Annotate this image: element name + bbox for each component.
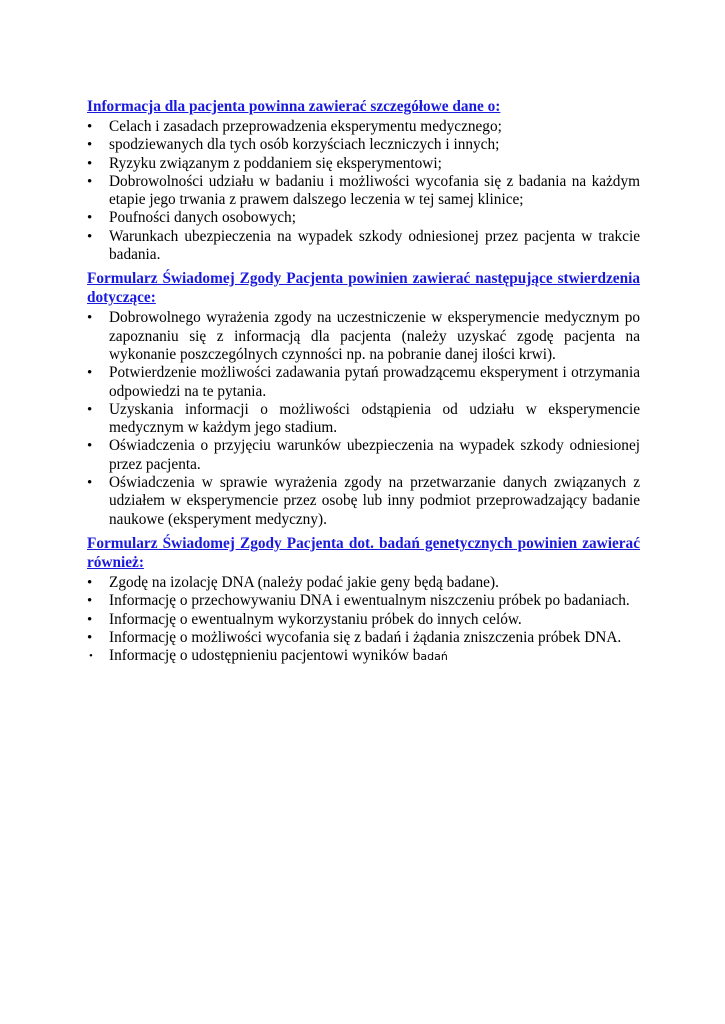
bullet-icon: •: [87, 611, 93, 628]
bullet-icon: •: [87, 365, 93, 382]
list-item: • Dobrowolności udziału w badaniu i możliwości wycofania się z badania na każdym etapie jego trwania z prawem dalszego leczenia w tej samej klinice;: [87, 172, 640, 209]
section-genetic-research-consent: [87, 534, 640, 666]
list-item: • spodziewanych dla tych osób korzyściach leczniczych i innych;: [87, 136, 500, 154]
section-heading: Informacja dla pacjenta powinna zawierać szczegółowe dane o:: [87, 98, 501, 115]
list-item: • Celach i zasadach przeprowadzenia eksperymentu medycznego;: [87, 118, 502, 135]
list-item: • Uzyskania informacji o możliwości odstąpienia od udziału w eksperymencie medycznym w każdym jego stadium.: [87, 400, 640, 437]
section-heading: Formularz Świadomej Zgody Pacjenta dot. badań genetycznych powinien zawierać również:: [87, 534, 640, 571]
list-item: • Dobrowolnego wyrażenia zgody na uczestniczenie w eksperymencie medycznym po zapoznaniu się z informacją dla pacjenta (należy uzyskać zgodę pacjenta na wykonanie poszczególnych czynności np. na pobranie danej ilości krwi).: [87, 309, 640, 363]
bullet-icon: •: [87, 119, 93, 135]
bullet-icon: •: [87, 310, 93, 327]
list-item: • Informację o ewentualnym wykorzystaniu próbek do innych celów.: [87, 610, 522, 628]
list-item: • Oświadczenia w sprawie wyrażenia zgody na przetwarzanie danych związanych z udziałem w eksperymencie przez osobę lub inny podmiot przeprowadzający badanie naukowe (eksperyment medyczny).: [87, 474, 640, 528]
bullet-list: [87, 574, 640, 666]
list-item: • Informację o możliwości wycofania się z badań i żądania zniszczenia próbek DNA.: [87, 628, 622, 646]
list-item: • Zgodę na izolację DNA (należy podać jakie geny będą badane).: [87, 573, 499, 591]
bullet-icon: •: [89, 650, 93, 663]
list-item: • Informację o udostępnieniu pacjentowi wyników badań: [89, 647, 448, 665]
list-item: • Informację o przechowywaniu DNA i ewentualnym niszczeniu próbek po badaniach.: [87, 592, 630, 610]
section-heading: Formularz Świadomej Zgody Pacjenta powinien zawierać następujące stwierdzenia dotyczące:: [87, 270, 640, 307]
bullet-icon: •: [87, 155, 93, 172]
bullet-icon: •: [87, 593, 93, 610]
bullet-list: [87, 118, 640, 264]
list-item: • Poufności danych osobowych;: [87, 209, 296, 227]
bullet-icon: •: [87, 401, 93, 418]
document-page: [87, 97, 640, 671]
bullet-icon: •: [87, 438, 93, 455]
section-informed-consent-form: [87, 269, 640, 529]
bullet-icon: •: [87, 574, 93, 591]
bullet-list: [87, 309, 640, 529]
list-item: • Potwierdzenie możliwości zadawania pytań prowadzącemu eksperyment i otrzymania odpowiedzi na te pytania.: [87, 364, 640, 400]
section-patient-information: [87, 97, 640, 264]
bullet-icon: •: [87, 629, 93, 646]
bullet-icon: •: [87, 475, 93, 492]
bullet-icon: •: [87, 210, 93, 227]
list-item: • Ryzyku związanym z poddaniem się eksperymentowi;: [87, 154, 442, 172]
bullet-icon: •: [87, 228, 93, 245]
item-tail-text: adań: [420, 650, 448, 664]
list-item: • Oświadczenia o przyjęciu warunków ubezpieczenia na wypadek szkody odniesionej przez pacjenta.: [87, 437, 640, 473]
bullet-icon: •: [87, 173, 93, 190]
bullet-icon: •: [87, 137, 93, 154]
list-item: • Warunkach ubezpieczenia na wypadek szkody odniesionej przez pacjenta w trakcie badania.: [87, 227, 640, 264]
